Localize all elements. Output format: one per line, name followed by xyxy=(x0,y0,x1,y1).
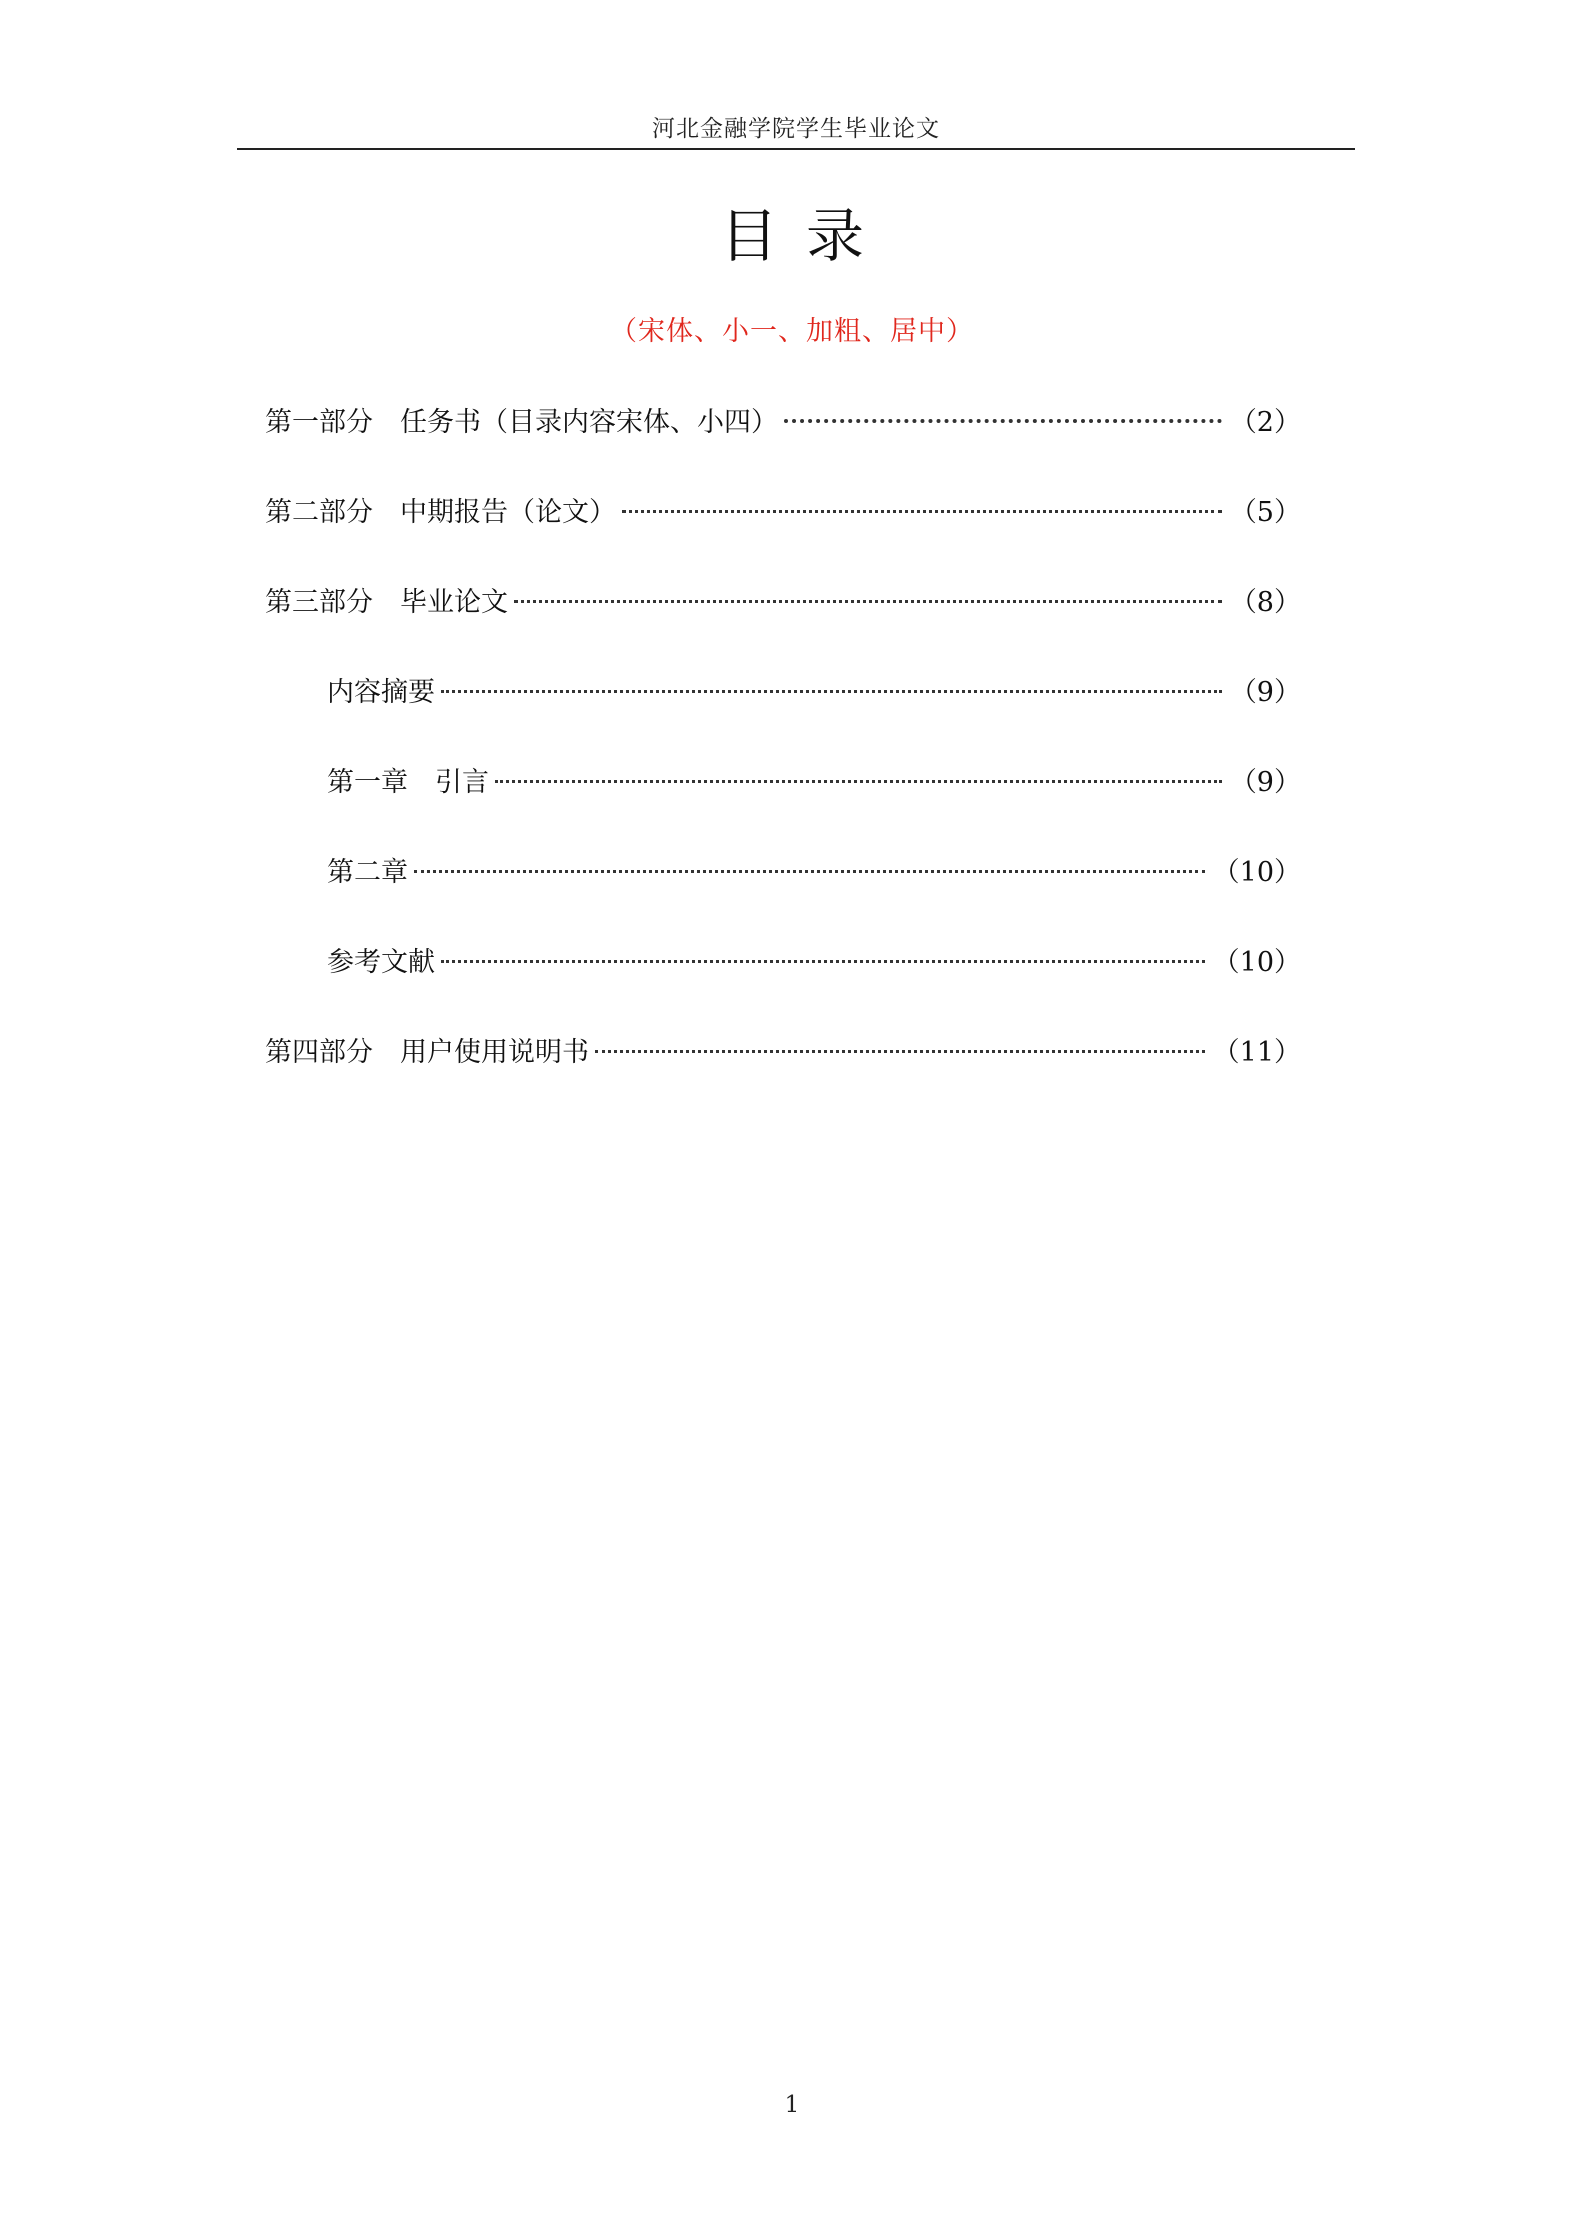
toc-entry-label: 第一章 引言 xyxy=(327,767,489,798)
toc-entry-label: 第一部分 任务书（目录内容宋体、小四） xyxy=(265,407,778,438)
toc-entry-page: （2） xyxy=(1229,407,1301,438)
toc-entry-chapter-2[interactable] xyxy=(327,851,1301,895)
toc-entry-page: （10） xyxy=(1212,857,1301,888)
dot-leader xyxy=(595,1050,1205,1053)
toc-entry-page: （9） xyxy=(1229,767,1301,798)
toc-entry-part-4[interactable] xyxy=(265,1031,1301,1075)
dot-leader xyxy=(514,600,1222,603)
toc-entry-chapter-1[interactable] xyxy=(327,761,1301,805)
dot-leader xyxy=(495,780,1222,783)
toc-entry-abstract[interactable] xyxy=(327,671,1301,715)
toc-entry-part-1[interactable] xyxy=(265,401,1301,445)
toc-entry-part-2[interactable] xyxy=(265,491,1301,535)
toc-entry-label: 第三部分 毕业论文 xyxy=(265,587,508,618)
toc-entry-label: 第四部分 用户使用说明书 xyxy=(265,1037,589,1068)
dot-leader xyxy=(414,870,1205,873)
toc-entry-page: （10） xyxy=(1212,947,1301,978)
running-header-text: 河北金融学院学生毕业论文 xyxy=(652,116,940,142)
page-number: 1 xyxy=(784,2092,800,2118)
toc-entry-label: 第二章 xyxy=(327,857,408,888)
toc-entry-label: 内容摘要 xyxy=(327,677,435,708)
toc-entry-page: （9） xyxy=(1229,677,1301,708)
toc-entry-part-3[interactable] xyxy=(265,581,1301,625)
toc-entry-label: 第二部分 中期报告（论文） xyxy=(265,497,616,528)
toc-entry-page: （8） xyxy=(1229,587,1301,618)
format-note: （宋体、小一、加粗、居中） xyxy=(610,316,974,347)
toc-entry-page: （11） xyxy=(1212,1037,1301,1068)
dot-leader xyxy=(622,510,1222,513)
toc-entry-references[interactable] xyxy=(327,941,1301,985)
toc-entry-page: （5） xyxy=(1229,497,1301,528)
dot-leader xyxy=(784,419,1222,423)
dot-leader xyxy=(441,690,1222,693)
dot-leader xyxy=(441,960,1205,963)
toc-title: 目录 xyxy=(719,202,892,270)
toc-entry-label: 参考文献 xyxy=(327,947,435,978)
